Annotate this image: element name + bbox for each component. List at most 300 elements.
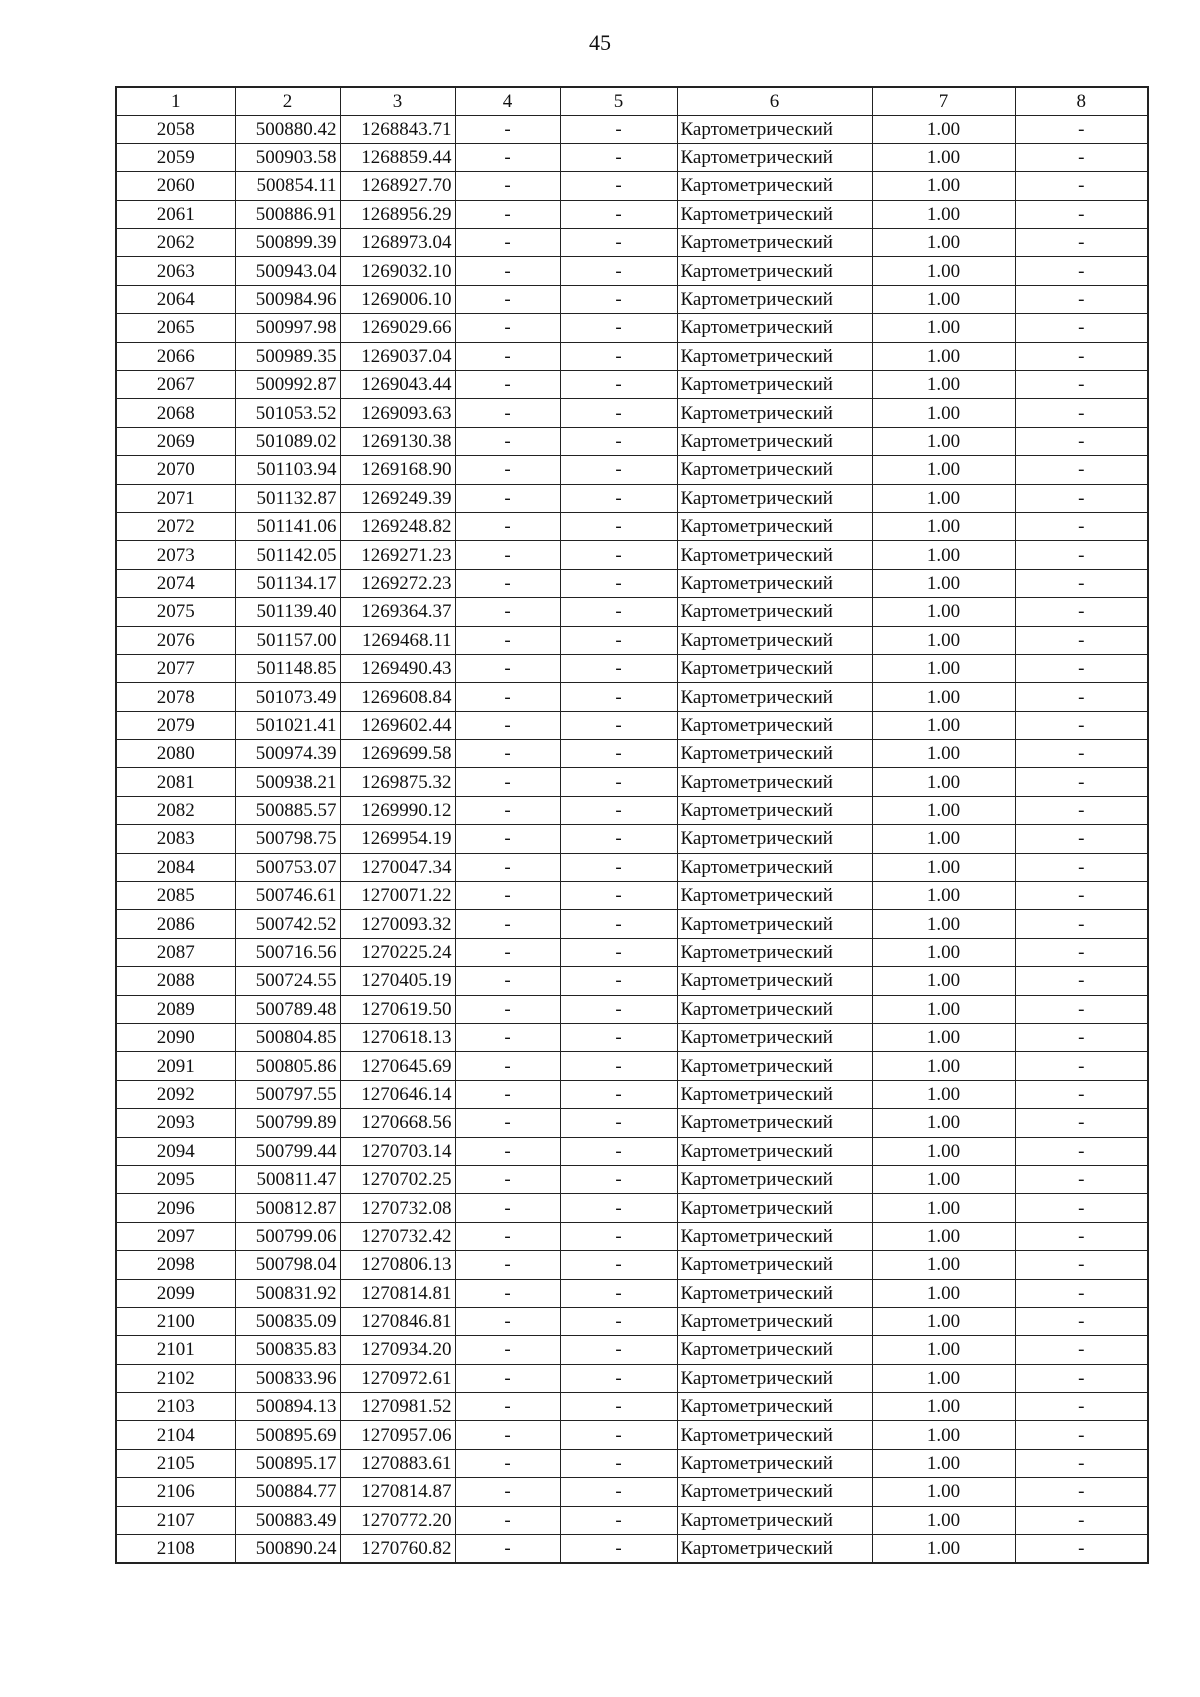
column-header: 3: [340, 87, 455, 115]
method-cell: Картометрический: [677, 1109, 872, 1137]
table-row: [116, 1364, 1148, 1392]
column-5-cell: -: [560, 484, 677, 512]
point-number-cell: 2091: [116, 1052, 235, 1080]
point-number-cell: 2065: [116, 314, 235, 342]
y-coordinate-cell: 1269954.19: [340, 825, 455, 853]
x-coordinate-cell: 500716.56: [235, 938, 340, 966]
method-cell: Картометрический: [677, 938, 872, 966]
method-cell: Картометрический: [677, 200, 872, 228]
column-8-cell: -: [1015, 711, 1148, 739]
column-8-cell: -: [1015, 1421, 1148, 1449]
point-number-cell: 2061: [116, 200, 235, 228]
column-5-cell: -: [560, 115, 677, 143]
y-coordinate-cell: 1270071.22: [340, 882, 455, 910]
column-5-cell: -: [560, 910, 677, 938]
x-coordinate-cell: 501132.87: [235, 484, 340, 512]
precision-cell: 1.00: [872, 172, 1015, 200]
column-header: 5: [560, 87, 677, 115]
table-header-row: [116, 87, 1148, 115]
point-number-cell: 2058: [116, 115, 235, 143]
x-coordinate-cell: 500903.58: [235, 143, 340, 171]
x-coordinate-cell: 500989.35: [235, 342, 340, 370]
precision-cell: 1.00: [872, 1307, 1015, 1335]
column-4-cell: -: [455, 1137, 560, 1165]
table-row: [116, 910, 1148, 938]
point-number-cell: 2100: [116, 1307, 235, 1335]
y-coordinate-cell: 1268927.70: [340, 172, 455, 200]
column-4-cell: -: [455, 512, 560, 540]
table-row: [116, 541, 1148, 569]
column-5-cell: -: [560, 427, 677, 455]
point-number-cell: 2078: [116, 683, 235, 711]
column-4-cell: -: [455, 853, 560, 881]
column-8-cell: -: [1015, 427, 1148, 455]
table-body: [116, 115, 1148, 1563]
table-row: [116, 143, 1148, 171]
table-row: [116, 257, 1148, 285]
x-coordinate-cell: 500831.92: [235, 1279, 340, 1307]
method-cell: Картометрический: [677, 1165, 872, 1193]
column-5-cell: -: [560, 1421, 677, 1449]
table-row: [116, 654, 1148, 682]
table-row: [116, 1421, 1148, 1449]
column-5-cell: -: [560, 1194, 677, 1222]
y-coordinate-cell: 1270883.61: [340, 1449, 455, 1477]
x-coordinate-cell: 500798.75: [235, 825, 340, 853]
page-number: 45: [589, 30, 611, 55]
column-4-cell: -: [455, 1307, 560, 1335]
precision-cell: 1.00: [872, 200, 1015, 228]
column-8-cell: -: [1015, 285, 1148, 313]
point-number-cell: 2073: [116, 541, 235, 569]
table-row: [116, 200, 1148, 228]
precision-cell: 1.00: [872, 796, 1015, 824]
method-cell: Картометрический: [677, 399, 872, 427]
column-5-cell: -: [560, 1478, 677, 1506]
column-5-cell: -: [560, 768, 677, 796]
column-8-cell: -: [1015, 882, 1148, 910]
column-5-cell: -: [560, 456, 677, 484]
column-5-cell: -: [560, 172, 677, 200]
method-cell: Картометрический: [677, 1478, 872, 1506]
column-5-cell: -: [560, 1165, 677, 1193]
table-row: [116, 1052, 1148, 1080]
method-cell: Картометрический: [677, 654, 872, 682]
point-number-cell: 2083: [116, 825, 235, 853]
table-row: [116, 484, 1148, 512]
method-cell: Картометрический: [677, 1336, 872, 1364]
table-row: [116, 1478, 1148, 1506]
method-cell: Картометрический: [677, 995, 872, 1023]
precision-cell: 1.00: [872, 654, 1015, 682]
precision-cell: 1.00: [872, 1336, 1015, 1364]
column-8-cell: -: [1015, 910, 1148, 938]
column-5-cell: -: [560, 654, 677, 682]
precision-cell: 1.00: [872, 285, 1015, 313]
point-number-cell: 2099: [116, 1279, 235, 1307]
column-5-cell: -: [560, 853, 677, 881]
y-coordinate-cell: 1269130.38: [340, 427, 455, 455]
x-coordinate-cell: 500997.98: [235, 314, 340, 342]
method-cell: Картометрический: [677, 1364, 872, 1392]
column-5-cell: -: [560, 1109, 677, 1137]
point-number-cell: 2076: [116, 626, 235, 654]
column-8-cell: -: [1015, 371, 1148, 399]
y-coordinate-cell: 1269364.37: [340, 598, 455, 626]
x-coordinate-cell: 500835.83: [235, 1336, 340, 1364]
point-number-cell: 2096: [116, 1194, 235, 1222]
x-coordinate-cell: 500799.06: [235, 1222, 340, 1250]
y-coordinate-cell: 1270093.32: [340, 910, 455, 938]
table-row: [116, 1535, 1148, 1563]
point-number-cell: 2092: [116, 1080, 235, 1108]
column-5-cell: -: [560, 1251, 677, 1279]
method-cell: Картометрический: [677, 626, 872, 654]
column-4-cell: -: [455, 796, 560, 824]
column-5-cell: -: [560, 371, 677, 399]
method-cell: Картометрический: [677, 910, 872, 938]
column-5-cell: -: [560, 1506, 677, 1534]
table-row: [116, 882, 1148, 910]
x-coordinate-cell: 501141.06: [235, 512, 340, 540]
column-5-cell: -: [560, 314, 677, 342]
point-number-cell: 2069: [116, 427, 235, 455]
column-8-cell: -: [1015, 541, 1148, 569]
precision-cell: 1.00: [872, 683, 1015, 711]
column-4-cell: -: [455, 1109, 560, 1137]
column-5-cell: -: [560, 399, 677, 427]
x-coordinate-cell: 501134.17: [235, 569, 340, 597]
point-number-cell: 2081: [116, 768, 235, 796]
point-number-cell: 2102: [116, 1364, 235, 1392]
x-coordinate-cell: 500724.55: [235, 967, 340, 995]
method-cell: Картометрический: [677, 683, 872, 711]
column-4-cell: -: [455, 371, 560, 399]
y-coordinate-cell: 1270806.13: [340, 1251, 455, 1279]
x-coordinate-cell: 501021.41: [235, 711, 340, 739]
precision-cell: 1.00: [872, 399, 1015, 427]
y-coordinate-cell: 1269608.84: [340, 683, 455, 711]
precision-cell: 1.00: [872, 484, 1015, 512]
precision-cell: 1.00: [872, 1222, 1015, 1250]
x-coordinate-cell: 500895.17: [235, 1449, 340, 1477]
column-8-cell: -: [1015, 1080, 1148, 1108]
precision-cell: 1.00: [872, 342, 1015, 370]
column-8-cell: -: [1015, 314, 1148, 342]
column-8-cell: -: [1015, 967, 1148, 995]
point-number-cell: 2067: [116, 371, 235, 399]
table-row: [116, 456, 1148, 484]
method-cell: Картометрический: [677, 1421, 872, 1449]
column-4-cell: -: [455, 1279, 560, 1307]
table-row: [116, 1393, 1148, 1421]
column-5-cell: -: [560, 1307, 677, 1335]
y-coordinate-cell: 1269990.12: [340, 796, 455, 824]
table-row: [116, 711, 1148, 739]
x-coordinate-cell: 500804.85: [235, 1024, 340, 1052]
column-5-cell: -: [560, 1279, 677, 1307]
column-4-cell: -: [455, 456, 560, 484]
column-4-cell: -: [455, 938, 560, 966]
column-4-cell: -: [455, 1478, 560, 1506]
method-cell: Картометрический: [677, 1251, 872, 1279]
table-row: [116, 1194, 1148, 1222]
column-4-cell: -: [455, 825, 560, 853]
precision-cell: 1.00: [872, 598, 1015, 626]
method-cell: Картометрический: [677, 371, 872, 399]
column-8-cell: -: [1015, 229, 1148, 257]
point-number-cell: 2098: [116, 1251, 235, 1279]
point-number-cell: 2107: [116, 1506, 235, 1534]
column-8-cell: -: [1015, 1222, 1148, 1250]
y-coordinate-cell: 1270957.06: [340, 1421, 455, 1449]
point-number-cell: 2074: [116, 569, 235, 597]
point-number-cell: 2108: [116, 1535, 235, 1563]
y-coordinate-cell: 1269249.39: [340, 484, 455, 512]
column-4-cell: -: [455, 541, 560, 569]
column-8-cell: -: [1015, 512, 1148, 540]
column-4-cell: -: [455, 768, 560, 796]
x-coordinate-cell: 500833.96: [235, 1364, 340, 1392]
y-coordinate-cell: 1269032.10: [340, 257, 455, 285]
column-4-cell: -: [455, 172, 560, 200]
x-coordinate-cell: 500883.49: [235, 1506, 340, 1534]
x-coordinate-cell: 501103.94: [235, 456, 340, 484]
table-row: [116, 314, 1148, 342]
column-4-cell: -: [455, 1506, 560, 1534]
y-coordinate-cell: 1269490.43: [340, 654, 455, 682]
precision-cell: 1.00: [872, 1478, 1015, 1506]
table-row: [116, 285, 1148, 313]
column-5-cell: -: [560, 1080, 677, 1108]
column-5-cell: -: [560, 740, 677, 768]
precision-cell: 1.00: [872, 825, 1015, 853]
column-4-cell: -: [455, 598, 560, 626]
point-number-cell: 2087: [116, 938, 235, 966]
column-8-cell: -: [1015, 995, 1148, 1023]
x-coordinate-cell: 501073.49: [235, 683, 340, 711]
y-coordinate-cell: 1270225.24: [340, 938, 455, 966]
column-5-cell: -: [560, 711, 677, 739]
column-4-cell: -: [455, 995, 560, 1023]
point-number-cell: 2063: [116, 257, 235, 285]
table-row: [116, 399, 1148, 427]
precision-cell: 1.00: [872, 626, 1015, 654]
method-cell: Картометрический: [677, 1393, 872, 1421]
y-coordinate-cell: 1269029.66: [340, 314, 455, 342]
method-cell: Картометрический: [677, 796, 872, 824]
point-number-cell: 2062: [116, 229, 235, 257]
method-cell: Картометрический: [677, 598, 872, 626]
y-coordinate-cell: 1268843.71: [340, 115, 455, 143]
point-number-cell: 2086: [116, 910, 235, 938]
column-4-cell: -: [455, 200, 560, 228]
precision-cell: 1.00: [872, 1279, 1015, 1307]
column-5-cell: -: [560, 569, 677, 597]
point-number-cell: 2064: [116, 285, 235, 313]
precision-cell: 1.00: [872, 740, 1015, 768]
column-8-cell: -: [1015, 683, 1148, 711]
method-cell: Картометрический: [677, 569, 872, 597]
column-8-cell: -: [1015, 1393, 1148, 1421]
y-coordinate-cell: 1270405.19: [340, 967, 455, 995]
table-row: [116, 740, 1148, 768]
y-coordinate-cell: 1269272.23: [340, 569, 455, 597]
precision-cell: 1.00: [872, 314, 1015, 342]
x-coordinate-cell: 500753.07: [235, 853, 340, 881]
point-number-cell: 2089: [116, 995, 235, 1023]
column-8-cell: -: [1015, 399, 1148, 427]
column-8-cell: -: [1015, 1109, 1148, 1137]
table-row: [116, 1307, 1148, 1335]
precision-cell: 1.00: [872, 1251, 1015, 1279]
point-number-cell: 2088: [116, 967, 235, 995]
column-8-cell: -: [1015, 598, 1148, 626]
y-coordinate-cell: 1270668.56: [340, 1109, 455, 1137]
table-row: [116, 683, 1148, 711]
table-row: [116, 342, 1148, 370]
x-coordinate-cell: 500789.48: [235, 995, 340, 1023]
column-4-cell: -: [455, 229, 560, 257]
column-4-cell: -: [455, 711, 560, 739]
column-4-cell: -: [455, 1165, 560, 1193]
column-4-cell: -: [455, 143, 560, 171]
precision-cell: 1.00: [872, 1109, 1015, 1137]
y-coordinate-cell: 1270047.34: [340, 853, 455, 881]
table-row: [116, 995, 1148, 1023]
point-number-cell: 2077: [116, 654, 235, 682]
column-5-cell: -: [560, 598, 677, 626]
point-number-cell: 2084: [116, 853, 235, 881]
x-coordinate-cell: 500797.55: [235, 1080, 340, 1108]
column-8-cell: -: [1015, 172, 1148, 200]
point-number-cell: 2070: [116, 456, 235, 484]
column-8-cell: -: [1015, 1165, 1148, 1193]
point-number-cell: 2093: [116, 1109, 235, 1137]
column-5-cell: -: [560, 683, 677, 711]
table-row: [116, 229, 1148, 257]
column-header: 8: [1015, 87, 1148, 115]
column-8-cell: -: [1015, 1307, 1148, 1335]
column-5-cell: -: [560, 1052, 677, 1080]
precision-cell: 1.00: [872, 143, 1015, 171]
column-8-cell: -: [1015, 456, 1148, 484]
table-row: [116, 371, 1148, 399]
table-row: [116, 115, 1148, 143]
method-cell: Картометрический: [677, 825, 872, 853]
column-5-cell: -: [560, 512, 677, 540]
column-8-cell: -: [1015, 569, 1148, 597]
column-8-cell: -: [1015, 1478, 1148, 1506]
y-coordinate-cell: 1268973.04: [340, 229, 455, 257]
point-number-cell: 2090: [116, 1024, 235, 1052]
table-row: [116, 1336, 1148, 1364]
column-4-cell: -: [455, 882, 560, 910]
method-cell: Картометрический: [677, 711, 872, 739]
method-cell: Картометрический: [677, 768, 872, 796]
column-8-cell: -: [1015, 1535, 1148, 1563]
column-4-cell: -: [455, 1222, 560, 1250]
column-4-cell: -: [455, 1421, 560, 1449]
x-coordinate-cell: 500811.47: [235, 1165, 340, 1193]
column-5-cell: -: [560, 1449, 677, 1477]
y-coordinate-cell: 1270760.82: [340, 1535, 455, 1563]
column-header: 4: [455, 87, 560, 115]
table-row: [116, 598, 1148, 626]
method-cell: Картометрический: [677, 1194, 872, 1222]
column-8-cell: -: [1015, 1279, 1148, 1307]
method-cell: Картометрический: [677, 1222, 872, 1250]
column-5-cell: -: [560, 796, 677, 824]
y-coordinate-cell: 1269037.04: [340, 342, 455, 370]
y-coordinate-cell: 1269248.82: [340, 512, 455, 540]
column-4-cell: -: [455, 1364, 560, 1392]
precision-cell: 1.00: [872, 229, 1015, 257]
table-row: [116, 825, 1148, 853]
column-4-cell: -: [455, 484, 560, 512]
x-coordinate-cell: 501148.85: [235, 654, 340, 682]
column-8-cell: -: [1015, 1506, 1148, 1534]
y-coordinate-cell: 1269093.63: [340, 399, 455, 427]
method-cell: Картометрический: [677, 1449, 872, 1477]
y-coordinate-cell: 1269699.58: [340, 740, 455, 768]
column-8-cell: -: [1015, 1194, 1148, 1222]
point-number-cell: 2060: [116, 172, 235, 200]
column-4-cell: -: [455, 257, 560, 285]
column-8-cell: -: [1015, 257, 1148, 285]
column-4-cell: -: [455, 115, 560, 143]
table-row: [116, 1279, 1148, 1307]
table-row: [116, 1222, 1148, 1250]
column-8-cell: -: [1015, 1052, 1148, 1080]
x-coordinate-cell: 501089.02: [235, 427, 340, 455]
method-cell: Картометрический: [677, 967, 872, 995]
precision-cell: 1.00: [872, 115, 1015, 143]
precision-cell: 1.00: [872, 1393, 1015, 1421]
table-row: [116, 427, 1148, 455]
precision-cell: 1.00: [872, 938, 1015, 966]
x-coordinate-cell: 501139.40: [235, 598, 340, 626]
column-4-cell: -: [455, 1194, 560, 1222]
table-row: [116, 967, 1148, 995]
column-8-cell: -: [1015, 1251, 1148, 1279]
precision-cell: 1.00: [872, 1449, 1015, 1477]
method-cell: Картометрический: [677, 853, 872, 881]
column-4-cell: -: [455, 967, 560, 995]
method-cell: Картометрический: [677, 541, 872, 569]
y-coordinate-cell: 1270619.50: [340, 995, 455, 1023]
column-5-cell: -: [560, 342, 677, 370]
method-cell: Картометрический: [677, 115, 872, 143]
precision-cell: 1.00: [872, 1421, 1015, 1449]
column-4-cell: -: [455, 342, 560, 370]
column-4-cell: -: [455, 399, 560, 427]
precision-cell: 1.00: [872, 1535, 1015, 1563]
column-8-cell: -: [1015, 143, 1148, 171]
method-cell: Картометрический: [677, 1279, 872, 1307]
column-header: 2: [235, 87, 340, 115]
y-coordinate-cell: 1270646.14: [340, 1080, 455, 1108]
column-8-cell: -: [1015, 938, 1148, 966]
precision-cell: 1.00: [872, 1165, 1015, 1193]
y-coordinate-cell: 1269602.44: [340, 711, 455, 739]
column-8-cell: -: [1015, 200, 1148, 228]
column-5-cell: -: [560, 285, 677, 313]
column-5-cell: -: [560, 938, 677, 966]
table-row: [116, 1137, 1148, 1165]
precision-cell: 1.00: [872, 371, 1015, 399]
precision-cell: 1.00: [872, 853, 1015, 881]
